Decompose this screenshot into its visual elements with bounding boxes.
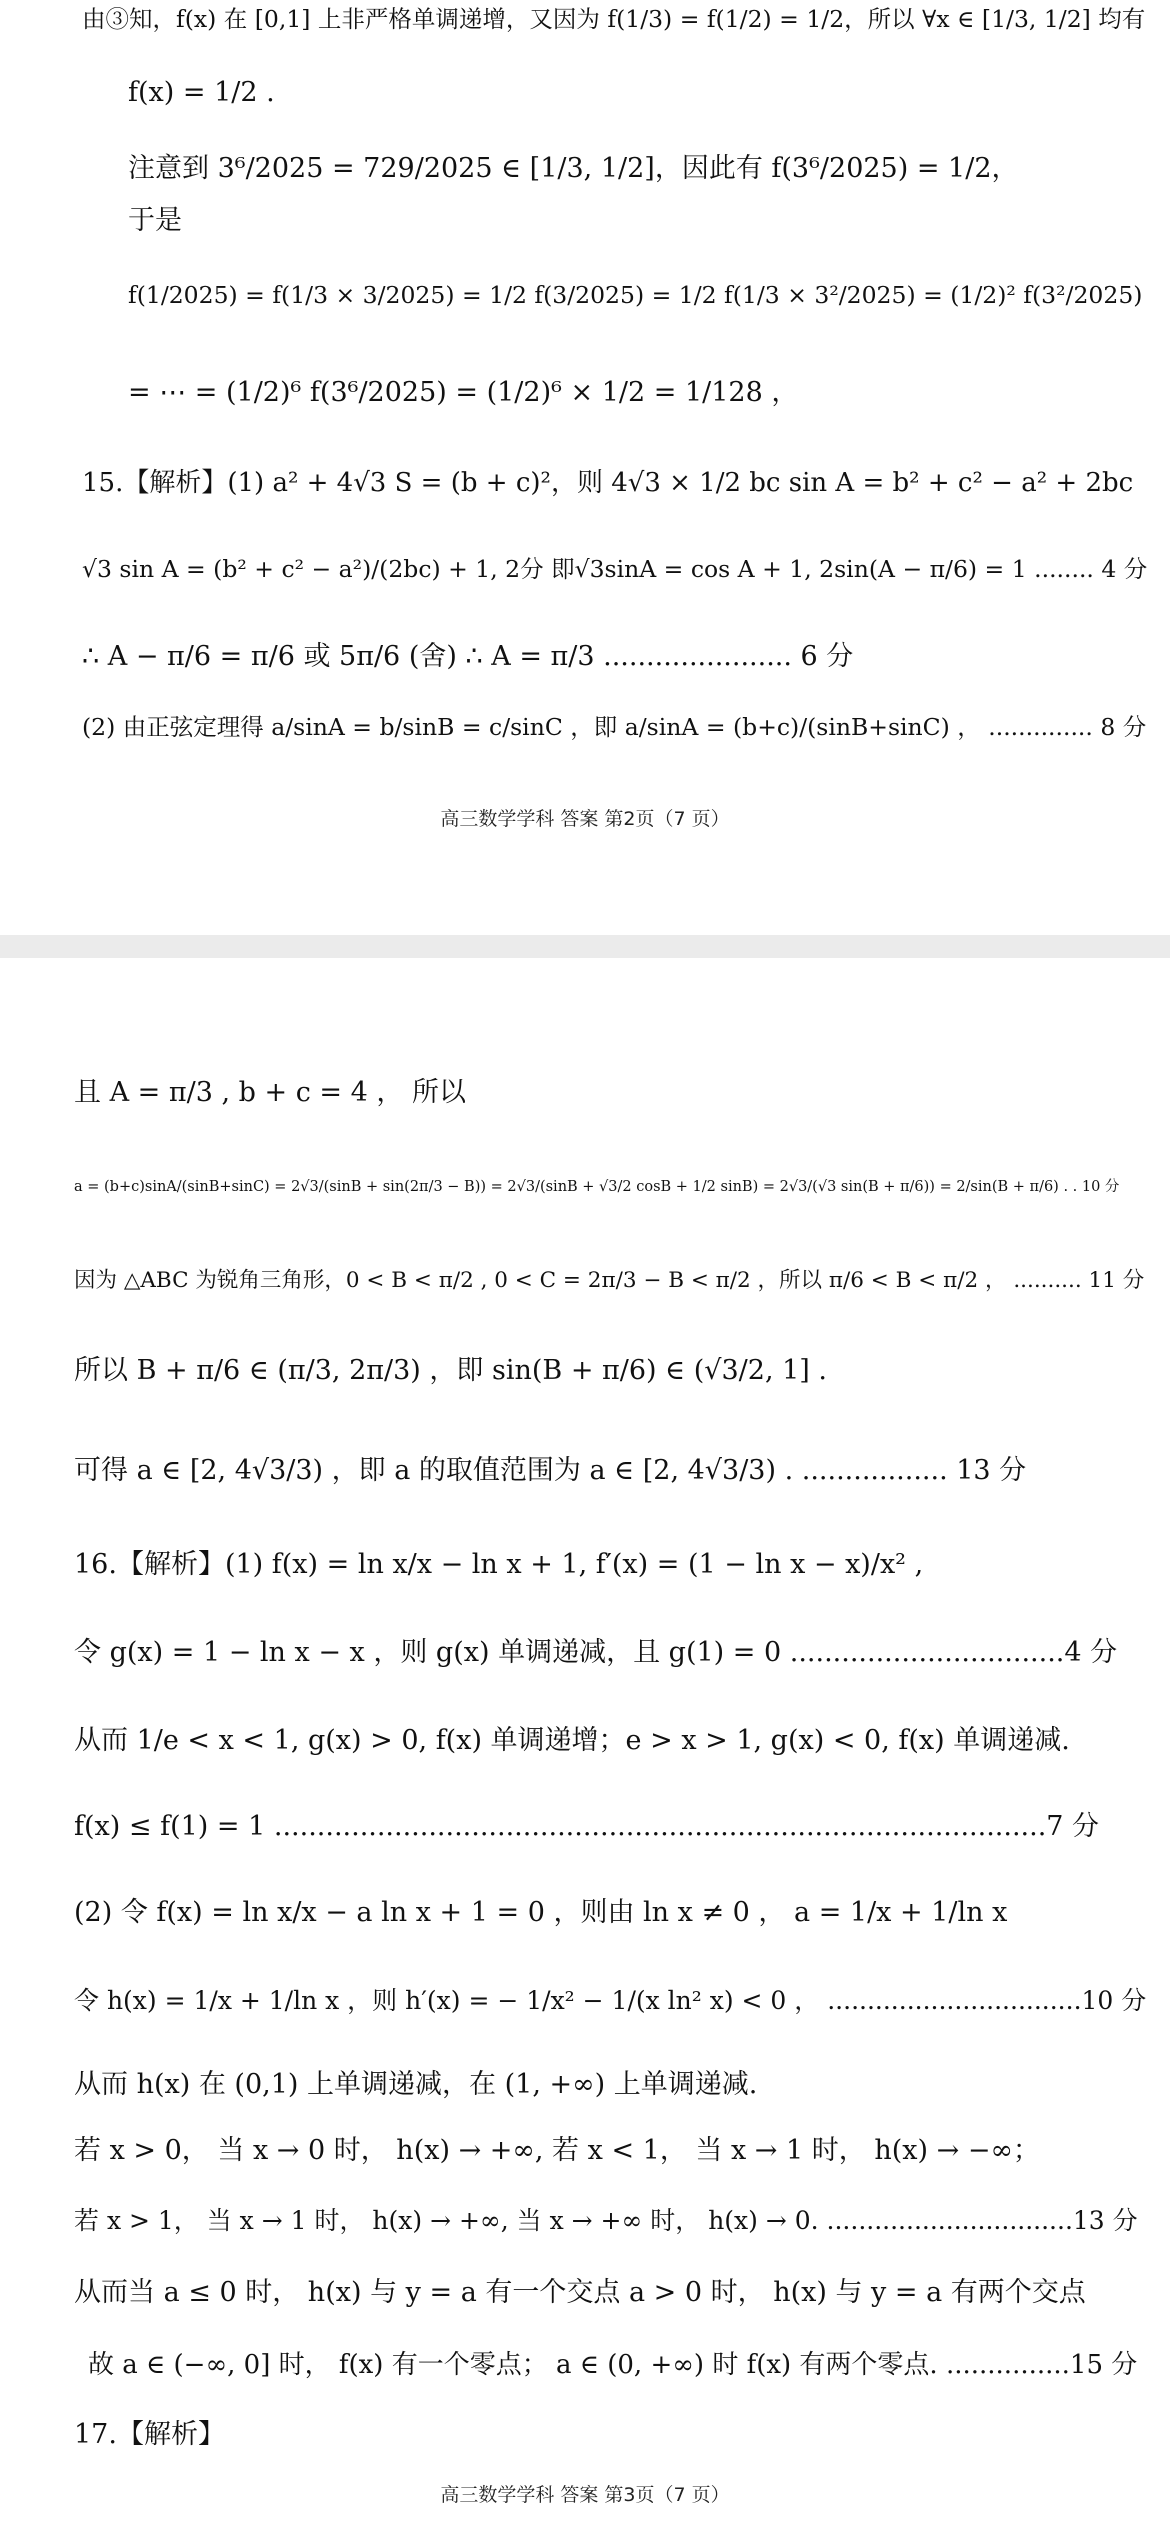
page-footer: 高三数学学科 答案 第2页（7 页） (440, 808, 730, 830)
solution-line: 17.【解析】 (74, 2419, 225, 2450)
solution-line: 若 x > 0， 当 x → 0 时， h(x) → +∞, 若 x < 1， 当 x → 1 时， h(x) → −∞； (74, 2135, 1040, 2166)
solution-line: 从而 h(x) 在 (0,1) 上单调递减，在 (1, +∞) 上单调递减. (74, 2069, 758, 2100)
solution-line: 因为 △ABC 为锐角三角形，0 < B < π/2 , 0 < C = 2π/3 − B < π/2 ，所以 π/6 < B < π/2 ， .......... 11 分 (74, 1268, 1145, 1293)
solution-line: 于是 (128, 205, 182, 236)
solution-line: √3 sin A = (b² + c² − a²)/(2bc) + 1, 2分 即√3sinA = cos A + 1, 2sin(A − π/6) = 1 ........ 4 分 (82, 555, 1148, 583)
solution-line: 16.【解析】(1) f(x) = ln x/x − ln x + 1, f′(x) = (1 − ln x − x)/x² , (74, 1549, 924, 1580)
solution-line: 可得 a ∈ [2, 4√3/3) ，即 a 的取值范围为 a ∈ [2, 4√3/3) . ................. 13 分 (74, 1455, 1027, 1486)
solution-line: 15.【解析】(1) a² + 4√3 S = (b + c)²，则 4√3 × 1/2 bc sin A = b² + c² − a² + 2bc (82, 468, 1134, 498)
solution-line: 注意到 3⁶/2025 = 729/2025 ∈ [1/3, 1/2]，因此有 f(3⁶/2025) = 1/2， (128, 153, 1019, 184)
solution-line: ∴ A − π/6 = π/6 或 5π/6 (舍) ∴ A = π/3 ...................... 6 分 (82, 641, 854, 672)
solution-line: 故 a ∈ (−∞, 0] 时， f(x) 有一个零点； a ∈ (0, +∞) 时 f(x) 有两个零点. ...............15 分 (88, 2350, 1138, 2380)
solution-line: 若 x > 1， 当 x → 1 时， h(x) → +∞, 当 x → +∞ 时， h(x) → 0. ...............................13 分 (74, 2206, 1138, 2235)
solution-line: 令 g(x) = 1 − ln x − x ，则 g(x) 单调递减，且 g(1) = 0 ................................4 分 (74, 1637, 1118, 1668)
solution-line: f(1/2025) = f(1/3 × 3/2025) = 1/2 f(3/2025) = 1/2 f(1/3 × 3²/2025) = (1/2)² f(3²/2025) (128, 281, 1143, 309)
solution-line: 令 h(x) = 1/x + 1/ln x ，则 h′(x) = − 1/x² − 1/(x ln² x) < 0 ， ................................10 分 (74, 1986, 1147, 2015)
solution-line: a = (b+c)sinA/(sinB+sinC) = 2√3/(sinB + sin(2π/3 − B)) = 2√3/(sinB + √3/2 cosB + 1/2 sinB) = 2√3/(√3 sin(B + π/6)) = 2/sin(B + π/6) . . 10 分 (74, 1179, 1120, 1195)
solution-line: 从而当 a ≤ 0 时， h(x) 与 y = a 有一个交点 a > 0 时， h(x) 与 y = a 有两个交点 (74, 2277, 1086, 2308)
solution-line: f(x) = 1/2 . (128, 77, 275, 108)
solution-line: 由③知，f(x) 在 [0,1] 上非严格单调递增，又因为 f(1/3) = f(1/2) = 1/2，所以 ∀x ∈ [1/3, 1/2] 均有 (82, 5, 1146, 33)
solution-line: (2) 由正弦定理得 a/sinA = b/sinB = c/sinC ，即 a/sinA = (b+c)/(sinB+sinC) ， .............. 8 分 (82, 713, 1147, 741)
solution-line: f(x) ≤ f(1) = 1 ..........................................................................................7 分 (74, 1811, 1100, 1842)
answer-page-3 (0, 958, 1170, 2532)
solution-line: 从而 1/e < x < 1, g(x) > 0, f(x) 单调递增；e > x > 1, g(x) < 0, f(x) 单调递减. (74, 1725, 1070, 1756)
solution-line: = ⋯ = (1/2)⁶ f(3⁶/2025) = (1/2)⁶ × 1/2 = 1/128 ， (128, 377, 799, 408)
page-footer: 高三数学学科 答案 第3页（7 页） (440, 2484, 730, 2506)
solution-line: 所以 B + π/6 ∈ (π/3, 2π/3) ，即 sin(B + π/6) ∈ (√3/2, 1] . (74, 1355, 827, 1386)
solution-line: 且 A = π/3 , b + c = 4 ， 所以 (74, 1077, 466, 1108)
answer-page-2 (0, 0, 1170, 935)
solution-line: (2) 令 f(x) = ln x/x − a ln x + 1 = 0 ，则由 ln x ≠ 0 ， a = 1/x + 1/ln x (74, 1897, 1008, 1928)
